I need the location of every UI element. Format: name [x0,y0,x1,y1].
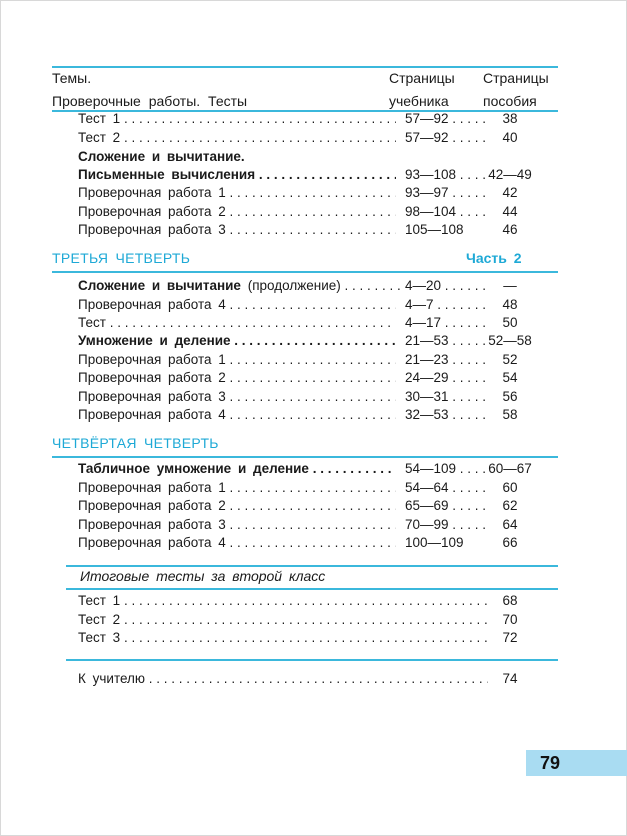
section-title-fourth-quarter: ЧЕТВЁРТАЯ ЧЕТВЕРТЬ [52,435,219,451]
toc-row [0,460,627,478]
toc-row-manual-pages: 68 [502,593,518,608]
toc-row-label: Проверочная работа 2 . . . [78,497,396,515]
toc-row-manual-pages: 60—67 [488,461,532,476]
toc-row-textbook-pages: 21—53 . . . [405,332,485,350]
toc-row-manual-pages: 60 [502,480,518,495]
toc-row-label: Проверочная работа 3 . . . [78,221,396,239]
toc-row-textbook-pages: 4—17 . . . [405,314,485,332]
toc-row-label: К учителю . . . [78,670,488,688]
toc-row [0,184,627,202]
toc-row-manual-pages: 46 [502,222,518,237]
toc-row [0,611,627,629]
toc-row [0,592,627,610]
toc-row-manual-pages: 40 [502,130,518,145]
header-textbook-pages-line1: Страницы [389,70,455,86]
toc-row-manual-pages: 54 [502,370,518,385]
toc-row-manual-pages: 64 [502,517,518,532]
toc-row-textbook-pages: 4—20 . . . [405,277,485,295]
toc-row-manual-pages: 56 [502,389,518,404]
toc-row-manual-pages: 50 [502,315,518,330]
toc-row-label: Тест 3 . . . [78,629,488,647]
toc-row [0,296,627,314]
toc-row-label: Проверочная работа 4 . . . [78,406,396,424]
toc-row-label: Проверочная работа 3 . . . [78,388,396,406]
toc-row-textbook-pages: 105—108 [405,222,464,237]
toc-row-label: Проверочная работа 2 . . . [78,369,396,387]
toc-row-textbook-pages: 54—64 . . . [405,479,485,497]
toc-row-textbook-pages: 65—69 . . . [405,497,485,515]
toc-row [0,670,627,688]
toc-row-label: Тест 1 . . . [78,592,488,610]
toc-row-textbook-pages: 57—92 . . . [405,110,485,128]
toc-row-manual-pages: 58 [502,407,518,422]
header-manual-pages-line1: Страницы [483,70,549,86]
toc-row [0,516,627,534]
toc-row-label: Проверочная работа 1 . . . [78,479,396,497]
header-topics-label: Темы. [52,70,92,86]
toc-row [0,351,627,369]
toc-row [0,166,627,184]
toc-row [0,369,627,387]
toc-row [0,221,627,239]
toc-row-label-note: (продолжение) [247,278,341,293]
toc-row-manual-pages: 48 [502,297,518,312]
toc-row-manual-pages: 72 [502,630,518,645]
toc-row-textbook-pages: 24—29 . . . [405,369,485,387]
final-tests-title: Итоговые тесты за второй класс [80,568,326,584]
toc-row [0,629,627,647]
toc-row-manual-pages: 74 [502,671,518,686]
section-title-third-quarter: ТРЕТЬЯ ЧЕТВЕРТЬ [52,250,191,266]
header-textbook-pages-line2: учебника [389,93,449,109]
toc-row-label: Проверочная работа 2 . . . [78,203,396,221]
header-top-rule [52,66,558,68]
toc-row-label: Проверочная работа 1 . . . [78,184,396,202]
toc-row [0,479,627,497]
toc-row-manual-pages: 62 [502,498,518,513]
header-manual-pages-line2: пособия [483,93,537,109]
toc-row-label-bold: Сложение и вычитание [78,278,241,293]
toc-row-manual-pages: 42 [502,185,518,200]
toc-row-label: Проверочная работа 1 . . . [78,351,396,369]
toc-row-textbook-pages: 93—97 . . . [405,184,485,202]
toc-row [0,388,627,406]
toc-row-manual-pages: 66 [502,535,518,550]
toc-row [0,203,627,221]
toc-row-manual-pages: 42—49 [488,167,532,182]
section-rule [52,271,558,273]
toc-row-manual-pages: 70 [502,612,518,627]
toc-row [0,314,627,332]
toc-row-manual-pages: 52—58 [488,333,532,348]
toc-row-textbook-pages: 70—99 . . . [405,516,485,534]
final-tests-bottom-rule [66,588,558,590]
toc-row-textbook-pages: 54—109 . . . [405,460,485,478]
toc-row-textbook-pages: 21—23 . . . [405,351,485,369]
final-tests-top-rule [66,565,558,567]
toc-row-label: Сложение и вычитание. [78,149,245,164]
toc-row-manual-pages: 38 [502,111,518,126]
toc-row-manual-pages: 52 [502,352,518,367]
toc-row [0,148,627,166]
toc-row [0,497,627,515]
toc-row [0,129,627,147]
toc-row [0,277,627,295]
toc-row-manual-pages: — [503,278,517,293]
toc-row [0,332,627,350]
toc-row-label: Проверочная работа 4 . . . [78,534,396,552]
toc-row [0,110,627,128]
toc-row-textbook-pages: 93—108 . . . [405,166,485,184]
page-number: 79 [540,753,561,773]
toc-row-label [78,277,400,295]
toc-row-label: Тест 1 . . . [78,110,396,128]
toc-row [0,534,627,552]
toc-row-textbook-pages: 57—92 . . . [405,129,485,147]
toc-row-label: Тест . . . [78,314,396,332]
toc-row [0,406,627,424]
toc-row-textbook-pages: 100—109 [405,535,464,550]
toc-row-label: Проверочная работа 4 . . . [78,296,396,314]
toc-row-label: Проверочная работа 3 . . . [78,516,396,534]
toc-row-textbook-pages: 30—31 . . . [405,388,485,406]
page-number-box [526,750,627,776]
toc-row-manual-pages: 44 [502,204,518,219]
toc-row-textbook-pages: 32—53 . . . [405,406,485,424]
section-rule [52,456,558,458]
toc-row-textbook-pages: 98—104 . . . [405,203,485,221]
header-works-label: Проверочные работы. Тесты [52,93,248,109]
toc-row-label: Тест 2 . . . [78,611,488,629]
toc-row-textbook-pages: 4—7 . . . [405,296,485,314]
toc-row-label: Табличное умножение и деление . . . [78,460,396,478]
toc-row-label: Умножение и деление . . . [78,332,396,350]
teacher-top-rule [66,659,558,661]
toc-row-label: Тест 2 . . . [78,129,396,147]
part-label: Часть 2 [466,250,522,266]
toc-row-label: Письменные вычисления . . . [78,166,396,184]
